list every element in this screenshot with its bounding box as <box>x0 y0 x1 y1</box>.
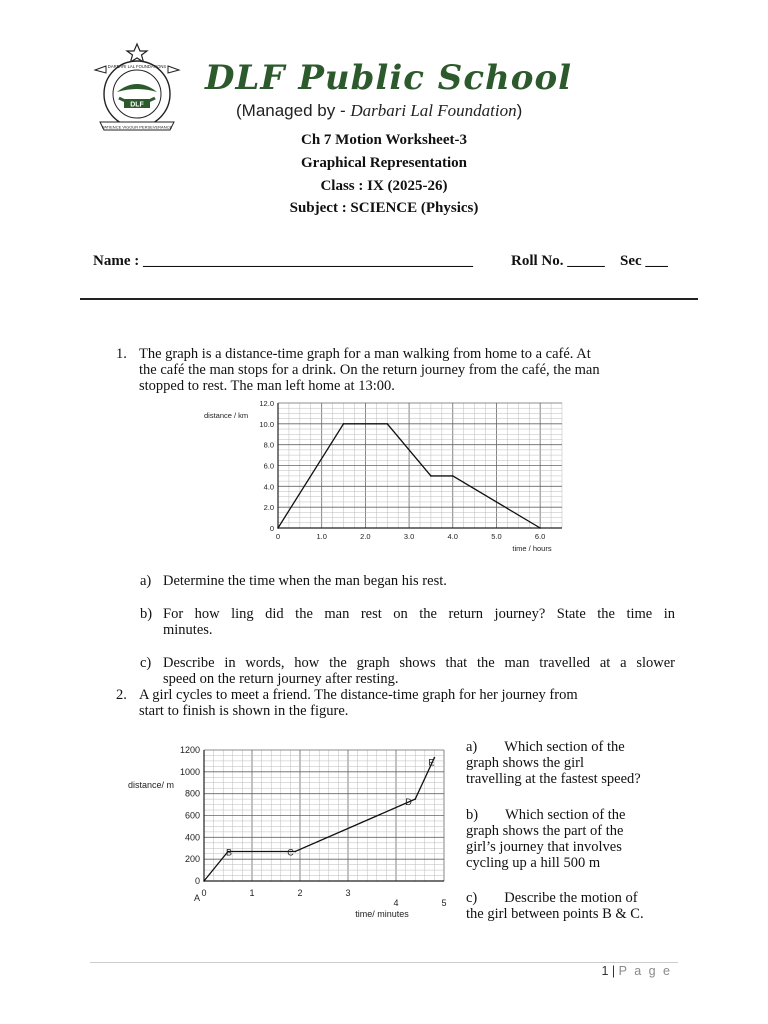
origin-point-label: A <box>194 893 201 903</box>
school-logo <box>92 42 182 138</box>
q2b-line-1: Which section of the <box>505 807 626 823</box>
q1b-line-1: For how ling did the man rest on the return journey? State the time in <box>163 606 675 622</box>
page-separator: | <box>608 964 619 978</box>
y-tick-label: 0 <box>194 876 200 886</box>
sec-field[interactable] <box>620 253 668 270</box>
q1-number: 1. <box>116 346 127 362</box>
data-point <box>452 475 454 477</box>
data-point <box>539 527 541 529</box>
q2c-line-1: Describe the motion of <box>504 890 638 906</box>
y-tick-label: 2.0 <box>263 503 274 513</box>
q1-line-1: The graph is a distance-time graph for a man walking from home to a café. At <box>139 346 591 362</box>
point-label-e: E <box>428 757 435 768</box>
q2c-label: c) <box>466 890 478 906</box>
data-point <box>386 423 388 425</box>
footer-divider <box>90 962 678 963</box>
q2a-line-2: graph shows the girl <box>466 755 584 771</box>
sec-label: Sec <box>620 253 646 269</box>
y-tick-label: 0 <box>269 524 274 533</box>
y-tick-label: 1200 <box>179 745 200 755</box>
sec-blank[interactable]: ___ <box>645 253 668 269</box>
worksheet-title: Ch 7 Motion Worksheet-3 <box>301 132 467 148</box>
y-tick-label: 400 <box>184 832 200 843</box>
y-tick-label: 4.0 <box>263 482 274 492</box>
managed-suffix: ) <box>516 101 523 120</box>
q1b-text <box>163 606 675 638</box>
subject-line: Subject : SCIENCE (Physics) <box>289 200 479 216</box>
name-label: Name : <box>93 253 143 269</box>
y-tick-label: 600 <box>184 810 200 821</box>
logo-initials: DLF <box>130 101 144 109</box>
worksheet-topic: Graphical Representation <box>301 155 467 171</box>
y-tick-label: 1000 <box>179 766 200 777</box>
q2b-line-2: graph shows the part of the <box>466 823 624 839</box>
page-footer <box>601 964 672 978</box>
y-axis-label: distance / km <box>204 411 249 420</box>
data-point <box>294 851 296 853</box>
x-tick-label: 0 <box>275 532 281 541</box>
q1c-label: c) <box>140 655 152 671</box>
q1a-text <box>163 573 675 589</box>
q1b-line-2: minutes. <box>163 622 213 638</box>
y-axis-label: distance/ m <box>128 780 175 790</box>
y-tick-label: 6.0 <box>263 461 274 471</box>
data-point <box>430 475 432 477</box>
logo-arc-text: DARBARI LAL FOUNDATIONS <box>107 64 167 69</box>
x-tick-label: 2 <box>297 888 303 898</box>
x-tick-label: 5 <box>441 898 447 908</box>
q1c-text <box>163 655 675 687</box>
q2c-line-2: the girl between points B & C. <box>466 906 644 922</box>
q1-line-2: the café the man stops for a drink. On the return journey from the café, the man <box>139 362 600 378</box>
q1b-label: b) <box>140 606 153 622</box>
x-tick-label: 0 <box>201 888 207 898</box>
data-point <box>203 880 205 882</box>
roll-field[interactable] <box>511 253 605 270</box>
y-tick-label: 200 <box>184 854 200 865</box>
q1-text <box>139 346 679 394</box>
page-word: P a g e <box>618 964 672 978</box>
q2b-line-3: girl’s journey that involves <box>466 839 622 855</box>
x-tick-label: 5.0 <box>491 532 502 541</box>
data-point <box>277 527 279 529</box>
school-name: DLF Public School <box>205 58 573 98</box>
x-tick-label: 4 <box>393 898 399 908</box>
q2-number: 2. <box>116 687 127 703</box>
q2-text <box>139 687 679 719</box>
q2c-text <box>466 890 680 922</box>
q2b-line-4: cycling up a hill 500 m <box>466 855 601 871</box>
x-tick-label: 1 <box>249 888 255 898</box>
x-tick-label: 3 <box>345 888 351 898</box>
managed-prefix: (Managed by - <box>236 101 351 120</box>
y-tick-label: 8.0 <box>263 440 274 450</box>
distance-time-chart-walk <box>196 396 568 554</box>
data-point <box>343 423 345 425</box>
q2b-text <box>466 807 680 871</box>
q2a-line-1: Which section of the <box>504 739 625 755</box>
y-tick-label: 10.0 <box>259 419 274 429</box>
name-field[interactable] <box>93 253 473 270</box>
header-divider <box>80 298 698 300</box>
x-tick-label: 6.0 <box>534 532 546 541</box>
logo-motto: PATIENCE VIGOUR PERSEVERANCE <box>101 124 173 130</box>
x-axis-label: time / hours <box>512 544 552 553</box>
x-tick-label: 3.0 <box>403 532 415 541</box>
q2-line-2: start to finish is shown in the figure. <box>139 703 349 719</box>
point-label-b: B <box>226 847 233 858</box>
q1a-label: a) <box>140 573 152 589</box>
q1c-line-1: Describe in words, how the graph shows that the man travelled at a slower <box>163 655 675 671</box>
q2a-label: a) <box>466 739 478 755</box>
data-point <box>414 798 416 800</box>
class-line: Class : IX (2025-26) <box>320 178 448 194</box>
roll-blank[interactable]: _____ <box>567 253 605 269</box>
q2b-label: b) <box>466 807 479 823</box>
q1c-line-2: speed on the return journey after resting. <box>163 671 399 687</box>
x-tick-label: 4.0 <box>447 532 458 541</box>
point-label-d: D <box>405 797 412 808</box>
x-tick-label: 1.0 <box>316 532 327 541</box>
q1-line-3: stopped to rest. The man left home at 13:00. <box>139 378 395 394</box>
x-tick-label: 2.0 <box>360 532 371 541</box>
q2-line-1: A girl cycles to meet a friend. The distance-time graph for her journey from <box>139 687 578 703</box>
q2a-text <box>466 739 680 787</box>
x-axis-label: time/ minutes <box>355 909 409 919</box>
foundation-name: Darbari Lal Foundation <box>350 101 517 120</box>
page-number: 1 <box>601 964 609 978</box>
y-tick-label: 12.0 <box>259 399 274 408</box>
name-blank[interactable]: ____________________________________________ <box>142 253 473 269</box>
managed-by-line <box>236 101 522 121</box>
y-tick-label: 800 <box>184 788 200 799</box>
point-label-c: C <box>287 847 294 858</box>
distance-time-chart-cycle <box>126 740 456 922</box>
q2a-line-3: travelling at the fastest speed? <box>466 771 641 787</box>
roll-label: Roll No. <box>511 253 568 269</box>
q1a-line: Determine the time when the man began his rest. <box>163 573 447 589</box>
